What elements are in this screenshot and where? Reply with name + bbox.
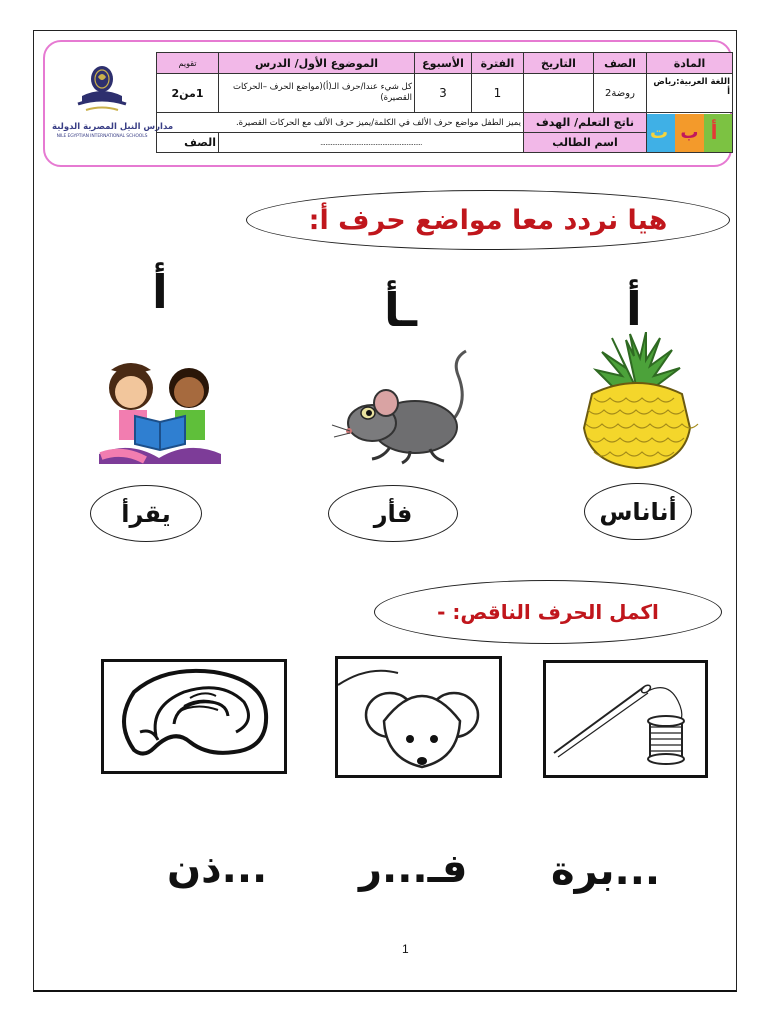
student-name-label: اسم الطالب (524, 133, 647, 153)
page-number: 1 (402, 942, 409, 956)
mouse-face-frame (335, 656, 502, 778)
class-label: الصف (157, 133, 219, 153)
assessment-value: 1من2 (157, 74, 219, 113)
needle-thread-image (546, 663, 704, 774)
letter-tile-ba: ب (675, 114, 703, 152)
section1-title: هيا نردد معا مواضع حرف أ: (246, 190, 730, 250)
outcome-text: يميز الطفل مواضع حرف الألف في الكلمة/يميز حرف الألف مع الحركات القصيرة. (157, 113, 524, 133)
assessment-label: تقويم (157, 53, 219, 74)
needle-frame (543, 660, 708, 778)
mouse-face-image (338, 659, 498, 774)
grade-value: روضة2 (594, 74, 647, 113)
term-label: الفترة (472, 53, 524, 74)
term-value: 1 (472, 74, 524, 113)
info-table (156, 52, 733, 153)
week-value: 3 (415, 74, 472, 113)
letter-tile-ta: ت (647, 114, 675, 152)
student-name-field[interactable]: ........................................................... (219, 133, 524, 153)
school-name: مدارس النيل المصرية الدولية (52, 122, 174, 132)
letter-medial: ـأ (384, 283, 417, 337)
letter-initial: أ (626, 282, 642, 336)
outcome-label: ناتج التعلم/ الهدف (524, 113, 647, 133)
letter-final: أ (152, 265, 168, 319)
word-ananas: أناناس (584, 483, 692, 540)
mouse-image (330, 345, 480, 470)
school-name-en: NILE EGYPTIAN INTERNATIONAL SCHOOLS (56, 134, 148, 139)
ear-frame (101, 659, 287, 774)
fill-word-faar: فـ...ر (359, 846, 468, 892)
subject-label: المادة (647, 53, 733, 74)
date-label: التاريخ (524, 53, 594, 74)
ear-image (104, 662, 283, 770)
letter-tiles (647, 113, 733, 153)
letter-tile-alef: أ (704, 114, 732, 152)
fill-word-ibra: ...برة (551, 848, 661, 894)
topic-value: كل شيء عندا/حرف الـ(أ)(مواضع الحرف –الحركات القصيرة) (219, 74, 415, 113)
kids-reading-image (95, 348, 225, 473)
subject-value: اللغة العربية:رياض أ (647, 74, 733, 113)
grade-label: الصف (594, 53, 647, 74)
school-logo (52, 60, 174, 150)
week-label: الأسبوع (415, 53, 472, 74)
fill-word-udhun: ...ذن (167, 846, 268, 892)
pineapple-image (572, 332, 702, 472)
section2-title: اكمل الحرف الناقص: - (374, 580, 722, 644)
word-yaqra: يقرأ (90, 485, 202, 542)
school-crest-icon (52, 60, 152, 120)
topic-label: الموضوع الأول/ الدرس (219, 53, 415, 74)
word-faar: فأر (328, 485, 458, 542)
date-value (524, 74, 594, 113)
